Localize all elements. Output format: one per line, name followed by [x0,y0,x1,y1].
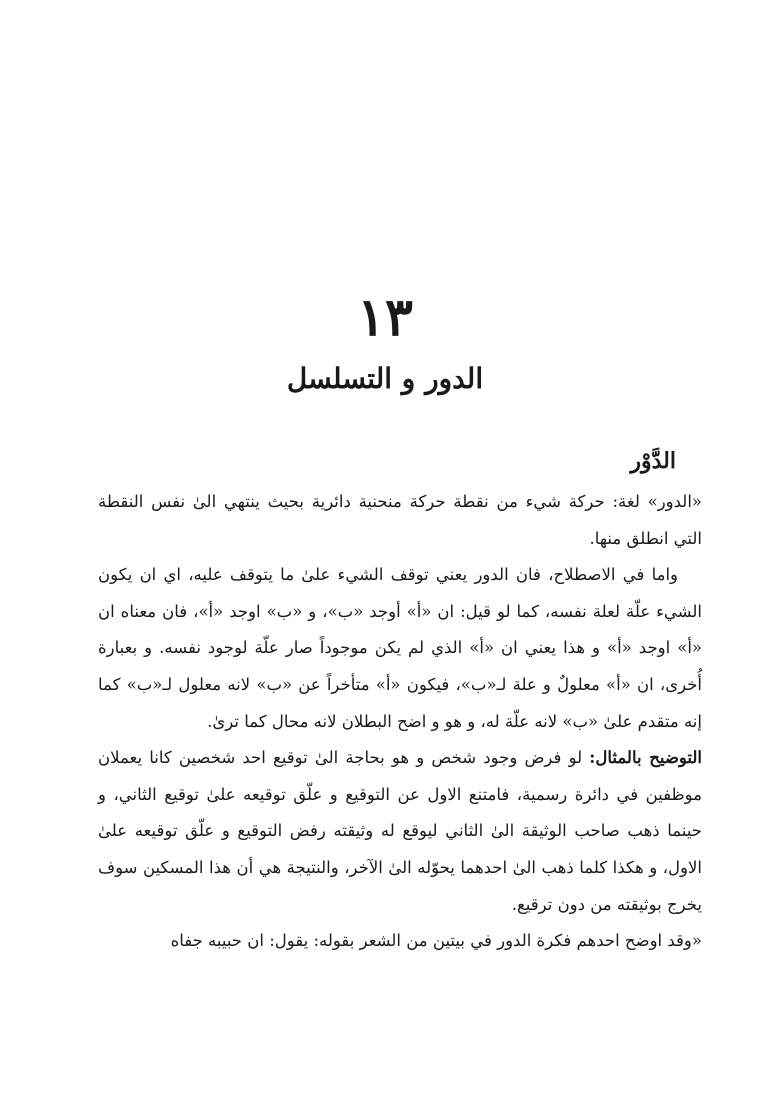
paragraph-text: «وقد اوضح احدهم فكرة الدور في بيتين من الشعر بقوله: يقول: ان حبيبه جفاه [170,931,702,951]
paragraph-text: واما في الاصطلاح، فان الدور يعني توقف الشيء علىٰ ما يتوقف عليه، اي ان يكون الشيء علّة لعلة نفسه، كما لو قيل: ان «أ» أوجد «ب»، و «ب» اوجد «أ»، فان معناه ان «أ» اوجد «أ» و هذا يعني ان «أ» الذي لم يكن موجوداً صار علّة لوجود نفسه. و بعبارة أُخرى، ان «أ» معلولٌ و علة لـ«ب»، فيكون «أ» متأخراً عن «ب» لانه معلول لـ«ب» كما إنه متقدم علىٰ «ب» لانه علّة له، و هو و اضح البطلان لانه محال كما ترىٰ. [98,565,702,731]
paragraph-example [98,740,702,923]
paragraph-terminology [98,557,702,740]
paragraph-text: لو فرض وجود شخص و هو بحاجة الىٰ توقيع احد شخصين كانا يعملان موظفين في دائرة رسمية، فامتنع الاول عن التوقيع و علّق توقيعه علىٰ توقيع الثاني، و حينما ذهب صاحب الوثيقة الىٰ الثاني ليوقع له وثيقته رفض التوقيع و علّق توقيعه علىٰ الاول، و هكذا كلما ذهب الىٰ احدهما يحوّله الىٰ الآخر، والنتيجة هي أن هذا المسكين سوف يخرج بوثيقته من دون ترقيع. [98,748,702,914]
paragraph-lead: التوضيح بالمثال: [589,748,702,768]
paragraph-text: «الدور» لغة: حركة شيء من نقطة حركة منحنية دائرية بحيث ينتهي الىٰ نفس النقطة التي انطلق منها. [98,492,702,548]
paragraph-definition [98,484,702,557]
chapter-title: الدور و التسلسل [286,362,484,395]
chapter-number: ١٣ [357,287,413,348]
section-heading: الدَّوْر [630,448,676,474]
paragraph-poetry-intro [98,923,702,960]
body-text [98,484,702,960]
